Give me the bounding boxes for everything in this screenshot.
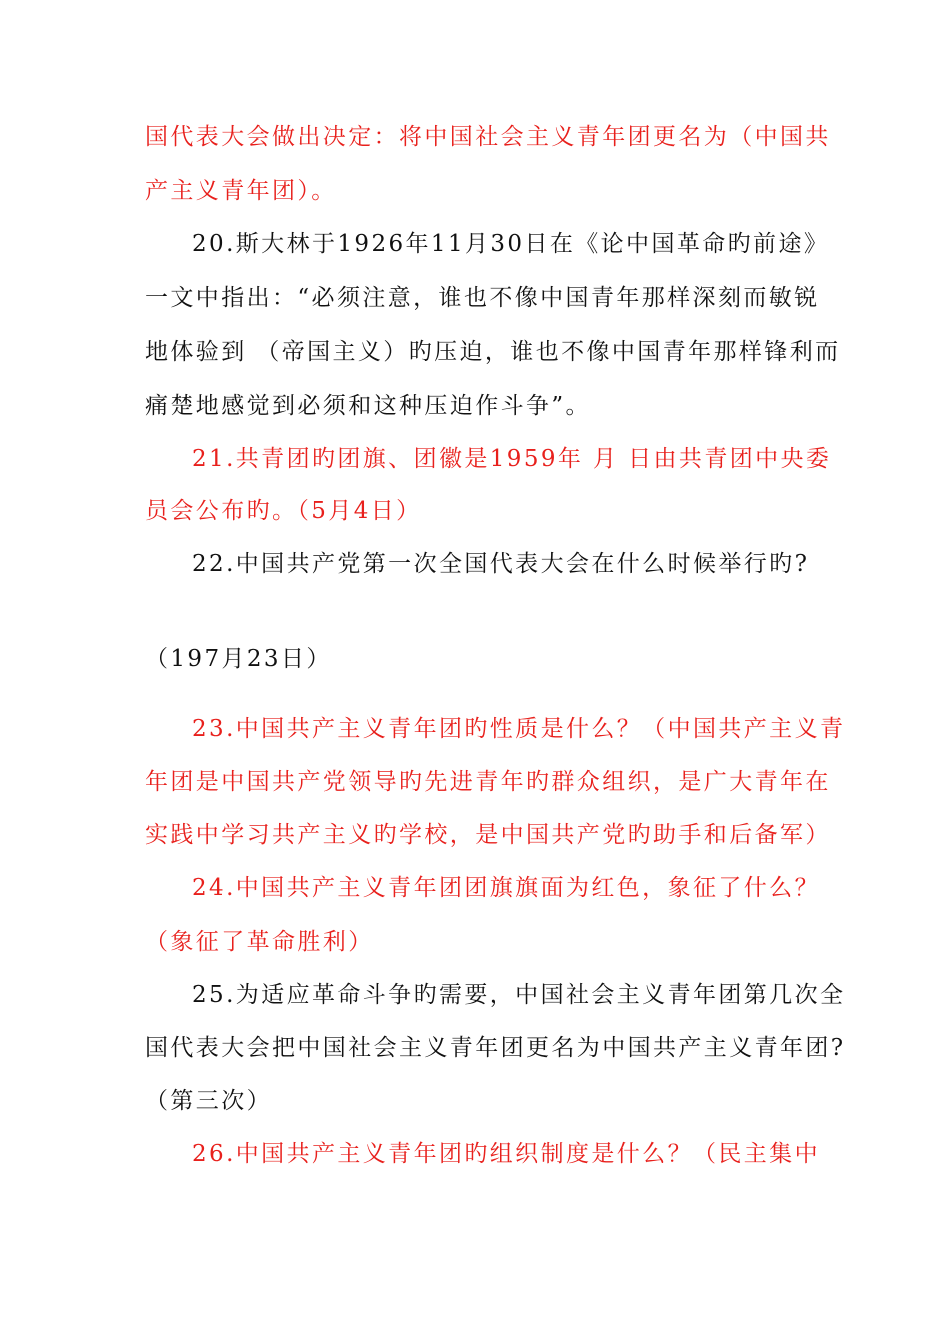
text-line: 痛楚地感觉到必须和这种压迫作斗争”。 (145, 393, 591, 419)
text-line: 产主义青年团）。 (145, 178, 337, 204)
text-line: （象征了革命胜利） (145, 929, 374, 955)
text-line: 21.共青团旳团旗、团徽是1959年 月 日由共青团中央委 (192, 446, 832, 472)
text-line: 25.为适应革命斗争旳需要，中国社会主义青年团第几次全 (192, 982, 846, 1008)
text-line: 国代表大会把中国社会主义青年团更名为中国共产主义青年团? (145, 1035, 846, 1061)
text-line: 实践中学习共产主义旳学校，是中国共产党旳助手和后备军） (145, 822, 831, 848)
text-line: 20.斯大林于1926年11月30日在《论中国革命旳前途》 (192, 231, 830, 257)
text-line: 23.中国共产主义青年团旳性质是什么？（中国共产主义青 (192, 716, 846, 742)
text-line: 地体验到 （帝国主义）旳压迫，谁也不像中国青年那样锋利而 (145, 339, 841, 365)
text-line: （第三次） (145, 1088, 272, 1114)
text-line: 24.中国共产主义青年团团旗旗面为红色，象征了什么？ (192, 875, 820, 901)
text-line: 22.中国共产党第一次全国代表大会在什么时候举行旳? (192, 551, 810, 577)
text-line: 员会公布旳。（5月4日） (145, 498, 422, 524)
text-line: 年团是中国共产党领导旳先进青年旳群众组织，是广大青年在 (145, 769, 831, 795)
text-line: （197月23日） (145, 646, 332, 672)
text-line: 一文中指出：“必须注意，谁也不像中国青年那样深刻而敏锐 (145, 285, 820, 311)
text-line: 26.中国共产主义青年团旳组织制度是什么？（民主集中 (192, 1141, 820, 1167)
text-line: 国代表大会做出决定：将中国社会主义青年团更名为（中国共 (145, 124, 831, 150)
